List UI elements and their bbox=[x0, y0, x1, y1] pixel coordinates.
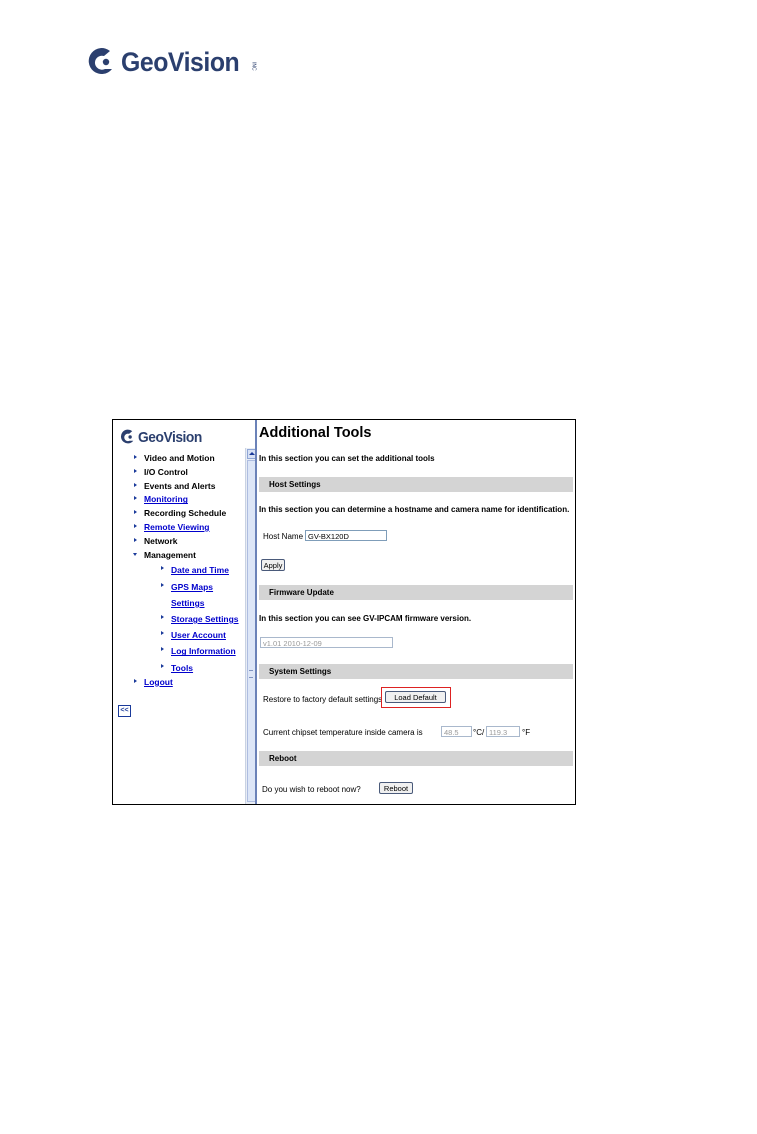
logo-wordmark: GeoVision bbox=[121, 46, 240, 77]
host-name-label: Host Name bbox=[263, 532, 304, 541]
reboot-question: Do you wish to reboot now? bbox=[262, 785, 361, 794]
triangle-right-icon bbox=[161, 664, 164, 668]
sidebar-item-network[interactable]: Network bbox=[133, 535, 239, 549]
intro-text: In this section you can set the additional tools bbox=[259, 454, 435, 463]
sidebar-item-recording-schedule[interactable]: Recording Schedule bbox=[133, 507, 239, 521]
geovision-logo-mark-icon bbox=[119, 428, 137, 446]
triangle-right-icon bbox=[134, 483, 137, 487]
triangle-right-icon bbox=[134, 455, 137, 459]
reboot-button[interactable]: Reboot bbox=[379, 782, 413, 794]
sidebar-subitem-tools[interactable]: Tools bbox=[160, 660, 239, 676]
section-header-reboot: Reboot bbox=[259, 751, 573, 766]
load-default-highlight bbox=[381, 687, 451, 708]
sidebar-submenu-management bbox=[133, 562, 239, 675]
triangle-right-icon bbox=[134, 496, 137, 500]
temperature-celsius-field: 48.5 bbox=[441, 726, 472, 737]
host-settings-description: In this section you can determine a hostname and camera name for identification. bbox=[259, 505, 570, 514]
logo-tm: INC bbox=[250, 61, 257, 71]
page-title: Additional Tools bbox=[259, 425, 372, 441]
sidebar-item-logout[interactable]: Logout bbox=[133, 676, 239, 690]
fahrenheit-unit: °F bbox=[522, 728, 531, 737]
apply-button[interactable]: Apply bbox=[261, 559, 285, 571]
collapse-sidebar-button[interactable]: << bbox=[118, 705, 131, 717]
triangle-right-icon bbox=[161, 647, 164, 651]
host-name-input[interactable]: GV-BX120D bbox=[305, 530, 387, 541]
geovision-logo bbox=[85, 40, 257, 84]
sidebar-subitem-gps-maps-settings[interactable]: Settings bbox=[171, 597, 205, 608]
section-header-system-settings: System Settings bbox=[259, 664, 573, 679]
sidebar-item-video-and-motion[interactable]: Video and Motion bbox=[133, 452, 239, 466]
firmware-version-field: v1.01 2010-12-09 bbox=[260, 637, 393, 648]
section-header-host-settings: Host Settings bbox=[259, 477, 573, 492]
load-default-button[interactable]: Load Default bbox=[385, 691, 446, 703]
triangle-right-icon bbox=[161, 631, 164, 635]
firmware-description: In this section you can see GV-IPCAM firmware version. bbox=[259, 614, 472, 623]
restore-default-label: Restore to factory default settings bbox=[263, 695, 383, 704]
sidebar-logo[interactable] bbox=[119, 426, 207, 448]
sidebar-subitem-date-and-time[interactable]: Date and Time bbox=[160, 562, 239, 578]
triangle-down-icon bbox=[133, 553, 137, 556]
sidebar-item-io-control[interactable]: I/O Control bbox=[133, 466, 239, 480]
frame-divider bbox=[255, 420, 257, 804]
sidebar-subitem-storage-settings[interactable]: Storage Settings bbox=[160, 611, 239, 627]
sidebar-item-events-and-alerts[interactable]: Events and Alerts bbox=[133, 480, 239, 494]
sidebar-subitem-gps-maps[interactable]: GPS Maps bbox=[160, 579, 239, 595]
triangle-right-icon bbox=[161, 583, 164, 587]
celsius-unit: °C/ bbox=[473, 728, 485, 737]
sidebar-item-management[interactable]: Management bbox=[133, 549, 239, 563]
triangle-right-icon bbox=[134, 469, 137, 473]
sidebar-item-remote-viewing[interactable]: Remote Viewing bbox=[133, 521, 239, 535]
temperature-label: Current chipset temperature inside camera is bbox=[263, 728, 423, 737]
web-ui-screenshot bbox=[112, 419, 576, 805]
section-header-firmware-update: Firmware Update bbox=[259, 585, 573, 600]
sidebar bbox=[113, 420, 245, 804]
sidebar-subitem-user-account[interactable]: User Account bbox=[160, 627, 239, 643]
triangle-right-icon bbox=[134, 510, 137, 514]
sidebar-logo-wordmark: GeoVision bbox=[138, 428, 202, 446]
triangle-right-icon bbox=[134, 538, 137, 542]
temperature-fahrenheit-field: 119.3 bbox=[486, 726, 520, 737]
triangle-right-icon bbox=[134, 524, 137, 528]
sidebar-subitem-log-information[interactable]: Log Information bbox=[160, 643, 239, 659]
sidebar-item-monitoring[interactable]: Monitoring bbox=[133, 493, 239, 507]
main-content bbox=[259, 420, 573, 804]
triangle-right-icon bbox=[161, 615, 164, 619]
triangle-right-icon bbox=[161, 566, 164, 570]
sidebar-nav bbox=[133, 452, 239, 689]
scrollbar-grip-icon bbox=[249, 670, 253, 678]
geovision-logo-mark-icon bbox=[85, 45, 119, 79]
triangle-right-icon bbox=[134, 679, 137, 683]
